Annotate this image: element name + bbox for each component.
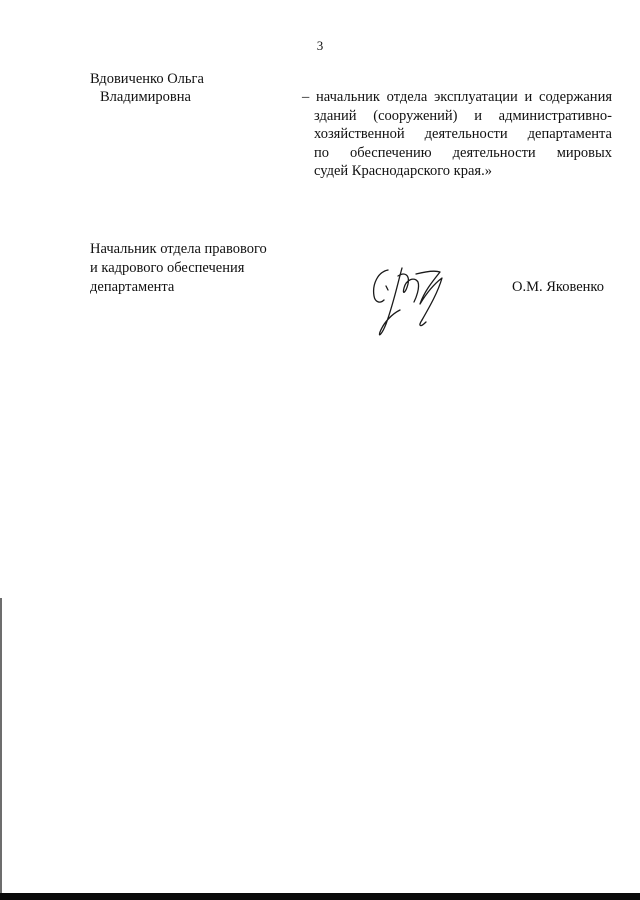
position-description	[302, 88, 612, 181]
signatory-title	[90, 240, 267, 297]
signatory-title-line: и кадрового обеспечения	[90, 260, 245, 276]
signatory-title-line: Начальник отдела правового	[90, 241, 267, 257]
scan-edge-bottom	[0, 893, 640, 900]
position-line: зданий (сооружений) и административно-	[314, 107, 612, 124]
signatory-name: О.М. Яковенко	[512, 279, 604, 295]
page-number: 3	[316, 38, 324, 53]
position-line: судей Краснодарского края.»	[314, 163, 492, 179]
signatory-title-line: департамента	[90, 279, 175, 295]
position-line: хозяйственной деятельности департамента	[314, 126, 612, 142]
person-surname-name: Вдовиченко Ольга	[90, 71, 204, 87]
person-patronymic: Владимировна	[100, 89, 191, 105]
scan-edge-left	[0, 598, 2, 894]
handwritten-signature	[368, 262, 458, 344]
position-line: по обеспечению деятельности мировых	[314, 144, 612, 161]
position-line: – начальник отдела эксплуатации и содержания	[302, 89, 612, 105]
